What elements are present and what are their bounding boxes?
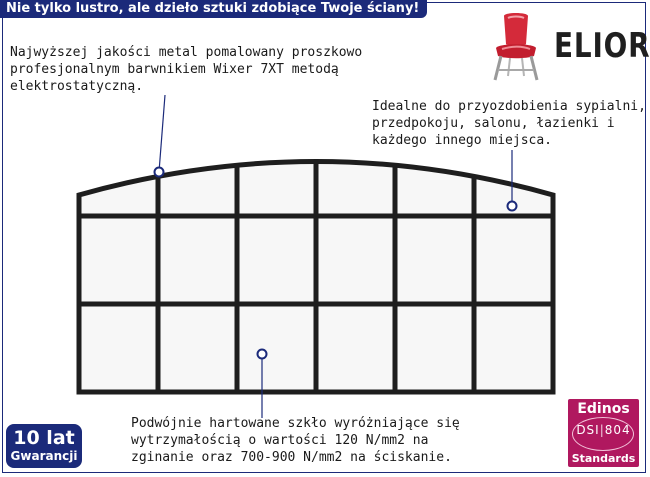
certificate-code-left: DSI bbox=[576, 423, 600, 437]
callout-metal: Najwyższej jakości metal pomalowany proszkowo profesjonalnym barwnikiem Wixer 7XT metodą elektrostatyczną. bbox=[10, 45, 363, 94]
certificate-code: DSI|804 bbox=[576, 423, 631, 437]
certificate-brand: Edinos bbox=[577, 401, 630, 417]
callout-rooms: Idealne do przyozdobienia sypialni, przedpokoju, salonu, łazienki i każdego innego miejsca. bbox=[372, 99, 646, 148]
edinos-badge-icon bbox=[568, 399, 639, 467]
warranty-years: 10 lat bbox=[13, 427, 75, 449]
callout-glass: Podwójnie hartowane szkło wyróżniające się wytrzymałością o wartości 120 N/mm2 na zginanie oraz 700-900 N/mm2 na ściskanie. bbox=[131, 416, 460, 465]
warranty-badge bbox=[6, 424, 82, 468]
brand-name: ELIOR bbox=[554, 26, 650, 66]
promo-banner: Nie tylko lustro, ale dzieło sztuki zdobiące Twoje ściany! bbox=[0, 0, 427, 18]
warranty-label: Gwarancji bbox=[10, 449, 78, 463]
certificate-code-right: 804 bbox=[604, 423, 631, 437]
certificate-label: Standards bbox=[571, 452, 636, 465]
